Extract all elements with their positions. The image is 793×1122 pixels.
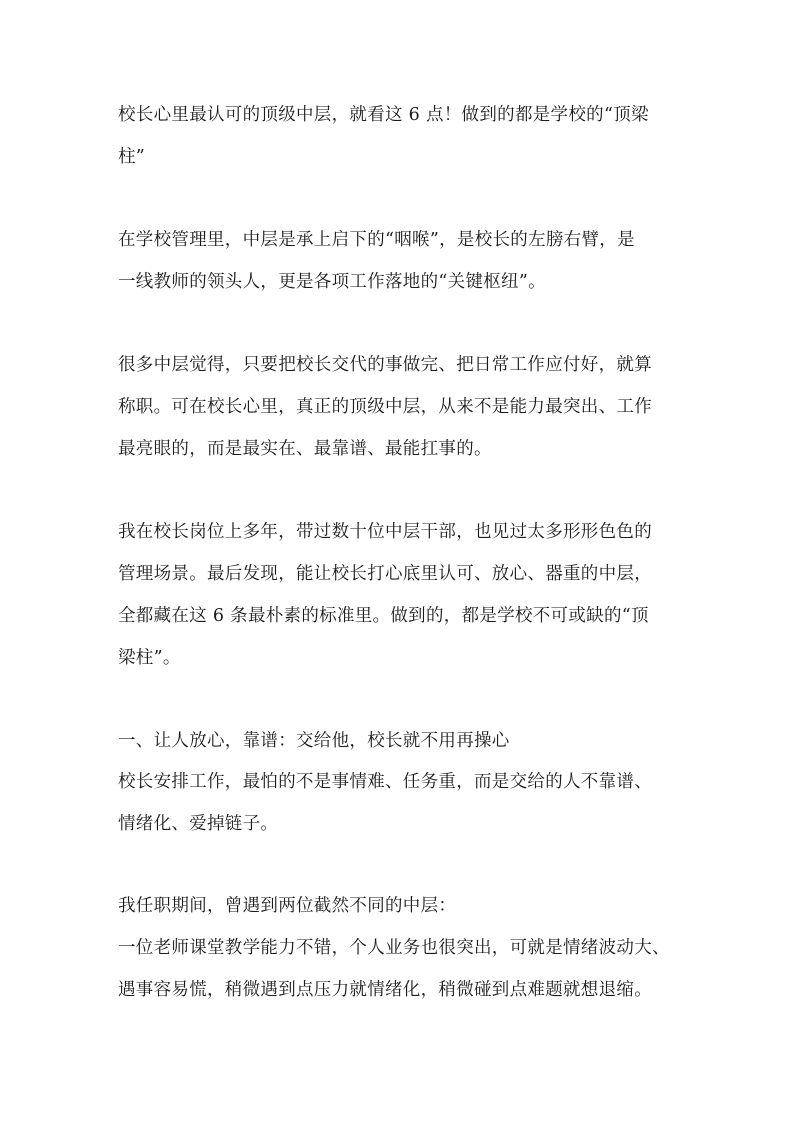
text-line: 管理场景。最后发现，能让校长打心底里认可、放心、器重的中层， bbox=[118, 564, 652, 584]
text-line: 我任职期间，曾遇到两位截然不同的中层： bbox=[118, 896, 457, 916]
text-line: 校长安排工作，最怕的不是事情难、任务重，而是交给的人不靠谱、 bbox=[118, 772, 652, 792]
text-line: 一位老师课堂教学能力不错，个人业务也很突出，可就是情绪波动大、 bbox=[118, 938, 670, 958]
text-line: 一、让人放心，靠谱：交给他，校长就不用再操心 bbox=[118, 731, 510, 751]
text-line: 全都藏在这 6 条最朴素的标准里。做到的，都是学校不可或缺的“顶 bbox=[118, 606, 649, 626]
text-line: 在学校管理里，中层是承上启下的“咽喉”，是校长的左膀右臂，是 bbox=[118, 230, 635, 250]
text-line: 称职。可在校长心里，真正的顶级中层，从来不是能力最突出、工作 bbox=[118, 397, 652, 417]
text-line: 情绪化、爱掉链子。 bbox=[118, 814, 279, 834]
text-line: 很多中层觉得，只要把校长交代的事做完、把日常工作应付好，就算 bbox=[118, 355, 652, 375]
text-line: 校长心里最认可的顶级中层，就看这 6 点！做到的都是学校的“顶梁 bbox=[118, 105, 649, 125]
text-line: 遇事容易慌，稍微遇到点压力就情绪化，稍微碰到点难题就想退缩。 bbox=[118, 980, 652, 1000]
text-line: 梁柱”。 bbox=[118, 648, 181, 668]
text-line: 柱” bbox=[118, 147, 146, 167]
text-line: 我在校长岗位上多年，带过数十位中层干部，也见过太多形形色色的 bbox=[118, 522, 652, 542]
text-line: 最亮眼的，而是最实在、最靠谱、最能扛事的。 bbox=[118, 439, 492, 459]
text-line: 一线教师的领头人，更是各项工作落地的“关键枢纽”。 bbox=[118, 272, 546, 292]
